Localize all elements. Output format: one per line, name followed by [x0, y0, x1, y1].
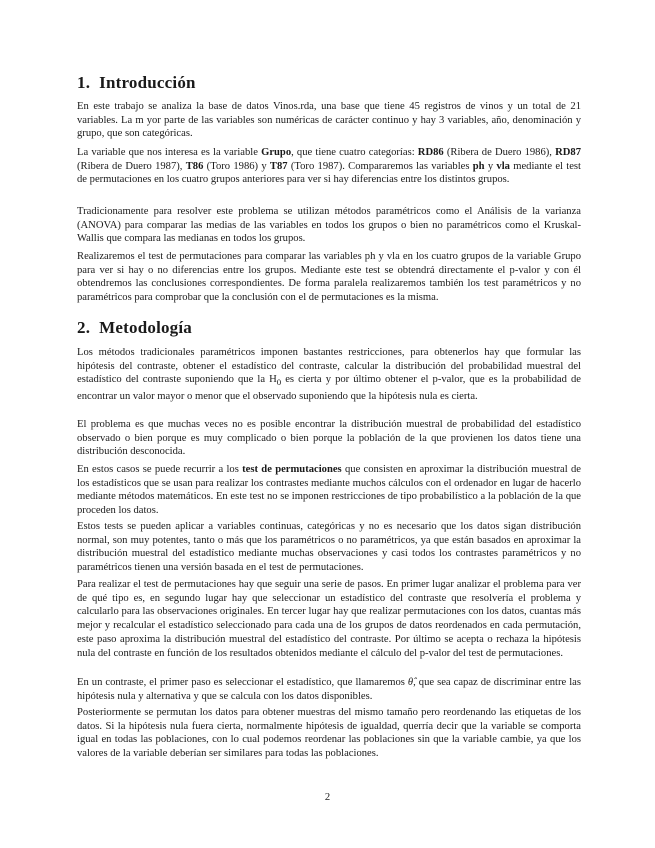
paragraph: Tradicionamente para resolver este problema se utilizan métodos paramétricos como el Análisis de la varianza (ANOVA) para comparar las medias de las variables en todos los grupos o bien no paramétricos como el Kruskal-Wallis que compara las medianas en todos los grupos. — [77, 206, 581, 245]
paragraph: El problema es que muchas veces no es posible encontrar la distribución muestral de probabilidad del estadístico observado o bien porque es muy complicado o bien porque la población de la que provienen los datos tiene una distribución desconocida. — [77, 419, 581, 458]
paragraph: Posteriormente se permutan los datos para obtener muestras del mismo tamaño pero reordenando las etiquetas de los datos. Si la hipótesis nula fuera cierta, normalmente hipótesis de igualdad, querría decir que la variable se comporta igual en todas las poblaciones, con lo cual podemos reordenar las poblaciones sin que la variable cambie, ya que los valores de la variable deberían ser similares para todas las poblaciones. — [77, 707, 581, 760]
paragraph: En estos casos se puede recurrir a los test de permutaciones que consisten en aproximar la distribución muestral de los estadísticos que se usan para realizar los contrastes mediante muchos cálculos con el ordenador en lugar de hacerlo mediante métodos matemáticos. En este test no se imponen restricciones de tipo probabilístico a la población de la que proceden los datos. — [77, 464, 581, 517]
paragraph: Los métodos tradicionales paramétricos imponen bastantes restricciones, para obtenerlos hay que formular las hipótesis del contraste, obtener el estadístico del contraste, calcular la distribución del probabilidad muestral del estadístico del contraste suponiendo que la $H_0$ es cierta y por último obtener el p-valor, que es la probabilidad de encontrar un valor mayor o menor que el observado suponiendo que la hipótesis nula es cierta. — [77, 347, 581, 403]
paragraph: En un contraste, el primer paso es seleccionar el estadístico, que llamaremos θ̂, que sea capaz de discriminar entre las hipótesis nula y alternativa y que se calcula con los datos disponibles. — [77, 677, 581, 702]
paragraph: La variable que nos interesa es la variable Grupo, que tiene cuatro categorías: RD86 (Ribera de Duero 1986), RD87 (Ribera de Duero 1987), T86 (Toro 1986) y T87 (Toro 1987). Compararemos las variables ph y vla mediante el test de permutaciones en los cuatro grupos anteriores para ver si hay diferencias entre los distintos grupos. — [77, 147, 581, 186]
paragraph: Realizaremos el test de permutaciones para comparar las variables ph y vla en los cuatro grupos de la variable Grupo para ver si hay o no diferencias entre los grupos. Mediante este test se obtendrá directamente el p-valor y con él obtendremos las conclusiones correspondientes. De forma paralela realizaremos también los test paramétricos y no paramétricos para comprobar que la conclusión con el de permutaciones es la misma. — [77, 251, 581, 304]
paragraph: Para realizar el test de permutaciones hay que seguir una serie de pasos. En primer lugar analizar el problema para ver de qué tipo es, en segundo lugar hay que seleccionar un estadístico del contraste que resolvería el problema y calcularlo para las observaciones originales. En tercer lugar hay que realizar permutaciones con los datos, cuantas más mejor y recalcular el estadístico seleccionado para cada una de los grupos de datos reordenados en cada permutación, este paso aproxima la distribución muestral del estadístico del contraste. Por último se acepta o rechaza la hipótesis nula del contraste en función de los resultados obtenidos mediante el cálculo del p-valor del test de permutaciones. — [77, 579, 581, 659]
section-heading-introduccion: 1. Introducción — [77, 73, 196, 92]
page-number: 2 — [324, 792, 331, 803]
paragraph: En este trabajo se analiza la base de datos Vinos.rda, una base que tiene 45 registros de vinos y un total de 21 variables. La m yor parte de las variables son numéricas de carácter continuo y hay 3 variables, año, denominación y grupo, que son categóricas. — [77, 101, 581, 140]
section-heading-metodologia: 2. Metodología — [77, 318, 193, 337]
paragraph: Estos tests se pueden aplicar a variables continuas, categóricas y no es necesario que los datos sigan distribución normal, son muy potentes, tanto o más que los paramétricos o no paramétricos, ya que están basados en aproximar la distribución muestral del estadístico mediante muchas observaciones y casi todos los contrastes paramétricos y no paramétricos tienen una versión basada en el test de permutaciones. — [77, 521, 581, 574]
